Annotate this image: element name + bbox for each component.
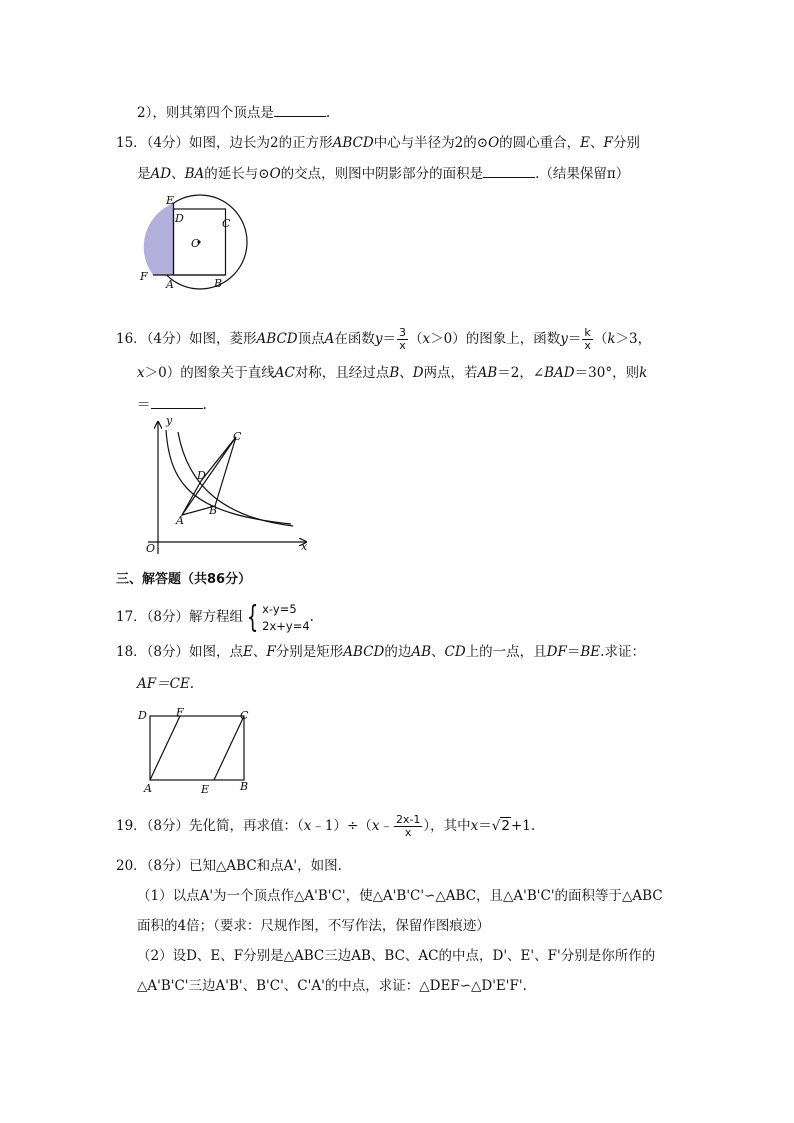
q19-f-num: 2x-1: [395, 813, 421, 826]
q19-t4: ＝: [478, 818, 492, 834]
q17-eq2: 2x+y=4: [262, 618, 310, 633]
q16-t5: y: [374, 331, 383, 347]
q15-label-f: F: [140, 270, 148, 283]
q16-l2g: D: [412, 365, 424, 381]
q16-t9: ＞0）的图象上，函数: [430, 331, 561, 347]
q18-t14: .求证：: [600, 644, 645, 660]
q20-part2-line2: △A'B'C'三边A'B'、B'C'、C'A'的中点，求证：△DEF∽△D'E'F'.: [137, 978, 527, 994]
q16-t6: ＝: [382, 331, 396, 347]
q16-figure: [136, 418, 314, 558]
q16-l3b: .: [202, 397, 207, 413]
q15-l2e: 的延长与⊙: [204, 166, 270, 182]
q15-line1: [116, 134, 640, 152]
q16-l2m: k: [639, 365, 648, 381]
q16-number: 16．（4分）如图，菱形: [116, 331, 257, 347]
q18-t8: 、: [431, 644, 445, 660]
q18-t2: 、: [252, 644, 267, 660]
q16-fraction-1: [397, 327, 408, 352]
q16-f1-den: x: [399, 339, 406, 352]
q19-radicand: 2: [501, 818, 510, 834]
q15-t4: 的圆心重合，: [499, 135, 581, 151]
q20-part2-line1: （2）设D、E、F分别是△ABC三边AB、BC、AC的中点，D'、E'、F'分别是你所作的: [137, 948, 656, 964]
q15-label-a: A: [166, 278, 174, 291]
q19-t2: ﹣: [379, 818, 393, 834]
q16-l2d: 对称，且经过点: [294, 365, 390, 381]
q18-line2: AF＝CE.: [137, 676, 195, 692]
q19-sqrt: √2: [491, 818, 510, 834]
q15-t2: 中心与半径为2的⊙: [373, 135, 489, 151]
q18-t13: BE: [580, 644, 601, 660]
q16-f2-num: k: [584, 326, 591, 339]
q17-equation-system: [243, 601, 310, 635]
q14-answer-blank[interactable]: [274, 104, 326, 117]
q15-t6: 、: [590, 135, 604, 151]
q19-x3: x: [470, 818, 479, 834]
q15-number: 15．（4分）如图，边长为2的正方形: [116, 135, 333, 151]
q18-t11: DF: [546, 644, 567, 660]
q16-label-x: x: [301, 540, 308, 553]
q18-label-a: A: [144, 782, 152, 795]
q15-t3: O: [488, 135, 500, 151]
q19-f-den: x: [404, 826, 412, 839]
q17-end: .: [309, 609, 314, 625]
q18-t7: AB: [411, 644, 432, 660]
q20-part1-line2: 面积的4倍；（要求：尺规作图，不写作法，保留作图痕迹）: [137, 918, 490, 934]
q17-eq1: x-y=5: [262, 601, 297, 616]
q20-part1-line1: （1）以点A'为一个顶点作△A'B'C'，使△A'B'C'∽△ABC，且△A'B'C'的面积等于△ABC: [137, 888, 663, 904]
q16-label-o: O: [146, 542, 156, 555]
q19-number: 19．（8分）先化简，再求值：（: [116, 818, 304, 834]
q18-label-e: E: [201, 783, 210, 796]
q18-label-f: F: [176, 706, 184, 719]
q15-shaded-region: [144, 203, 174, 275]
q15-label-e: E: [166, 194, 175, 207]
q15-t7: F: [603, 135, 613, 151]
q14-end: .: [325, 105, 331, 121]
q16-t1: ABCD: [256, 331, 298, 347]
q15-label-b: B: [214, 277, 223, 290]
q19-t3: ），其中: [423, 818, 471, 834]
q16-fraction-2: [582, 327, 593, 352]
q16-l3a: ＝: [137, 397, 151, 413]
q16-l2c: AC: [274, 365, 295, 381]
q16-l2b: ＞0）的图象关于直线: [144, 365, 275, 381]
q16-l2e: B: [389, 365, 400, 381]
q16-label-a: A: [176, 514, 184, 527]
q19-t1: ﹣1）÷（: [311, 818, 372, 834]
section-heading-answers: 三、解答题（共86分）: [116, 572, 252, 587]
q15-l2c: 、: [171, 166, 185, 182]
q16-f1-num: 3: [399, 326, 406, 339]
q18-t5: ABCD: [343, 644, 385, 660]
q18-segment-af: [150, 716, 180, 780]
q19-x2: x: [371, 818, 380, 834]
q18-t10: 上的一点，且: [465, 644, 547, 660]
q15-label-o: O: [191, 237, 201, 250]
q16-answer-blank[interactable]: [151, 396, 203, 409]
q15-l2a: 是: [137, 166, 151, 182]
q15-figure: [134, 192, 258, 292]
q16-label-y: y: [166, 418, 173, 427]
q14-continuation: [137, 104, 330, 122]
q16-t3: A: [324, 331, 335, 347]
q15-t1: ABCD: [332, 135, 374, 151]
q16-l2a: x: [137, 365, 145, 381]
q18-t4: 分别是矩形: [275, 644, 344, 660]
q15-l2h: .（结果保留π）: [535, 166, 630, 182]
q16-t2: 顶点: [297, 331, 325, 347]
q16-t10: y: [560, 331, 568, 347]
q17-line: [116, 598, 314, 636]
q16-t7: （: [409, 331, 423, 347]
q18-t3: F: [266, 644, 276, 660]
q16-l2l: ＝30°，则: [574, 365, 640, 381]
q15-line2: [137, 165, 629, 183]
q19-t5: +1.: [511, 818, 536, 834]
q16-label-c: C: [233, 430, 242, 443]
q16-l2j: ＝2，∠: [497, 365, 545, 381]
q18-label-c: C: [240, 709, 249, 722]
q15-l2b: AD: [150, 166, 172, 182]
q16-l2f: 、: [399, 365, 413, 381]
q17-number: 17．（8分）解方程组: [116, 609, 244, 625]
q16-t4: 在函数: [334, 331, 375, 347]
q15-label-d: D: [175, 212, 184, 225]
q16-t14: ＞3，: [615, 331, 652, 347]
q16-l2i: AB: [477, 365, 498, 381]
q18-label-d: D: [138, 709, 147, 722]
q19-x1: x: [303, 818, 312, 834]
q18-label-b: B: [240, 780, 249, 793]
q15-answer-blank[interactable]: [483, 165, 535, 178]
q18-t6: 的边: [384, 644, 412, 660]
q17-brace: {: [246, 599, 259, 635]
q15-l2f: O: [269, 166, 281, 182]
q14-text: 2），则其第四个顶点是: [137, 105, 274, 121]
q20-line1: 20．（8分）已知△ABC和点A'，如图.: [116, 858, 342, 874]
q18-t12: ＝: [566, 644, 581, 660]
q16-f2-den: x: [584, 339, 591, 352]
q18-t9: CD: [444, 644, 466, 660]
q16-line2: [137, 364, 647, 382]
q18-rectangle: [150, 716, 244, 780]
q16-line1: [116, 326, 651, 352]
q18-t1: E: [243, 644, 253, 660]
q19-fraction: [394, 814, 422, 839]
q16-t12: （: [593, 331, 608, 347]
q18-segment-ec: [214, 716, 244, 780]
q18-figure: [136, 704, 260, 796]
q15-label-c: C: [222, 217, 231, 230]
q19-line: [116, 811, 535, 841]
q16-label-b: B: [209, 504, 218, 517]
q16-label-d: D: [197, 469, 206, 482]
q18-number: 18．（8分）如图，点: [116, 644, 244, 660]
q16-t8: x: [422, 331, 431, 347]
q15-t8: 分别: [612, 135, 640, 151]
q15-l2g: 的交点，则图中阴影部分的面积是: [280, 166, 484, 182]
q16-l2k: BAD: [544, 365, 575, 381]
q16-t13: k: [607, 331, 616, 347]
q15-l2d: BA: [184, 166, 205, 182]
q16-t11: ＝: [567, 331, 582, 347]
q16-l2h: 两点，若: [423, 365, 478, 381]
q15-t5: E: [580, 135, 591, 151]
q17-equations: [262, 601, 310, 635]
q16-line3: [137, 396, 207, 414]
q18-line1: [116, 643, 645, 661]
